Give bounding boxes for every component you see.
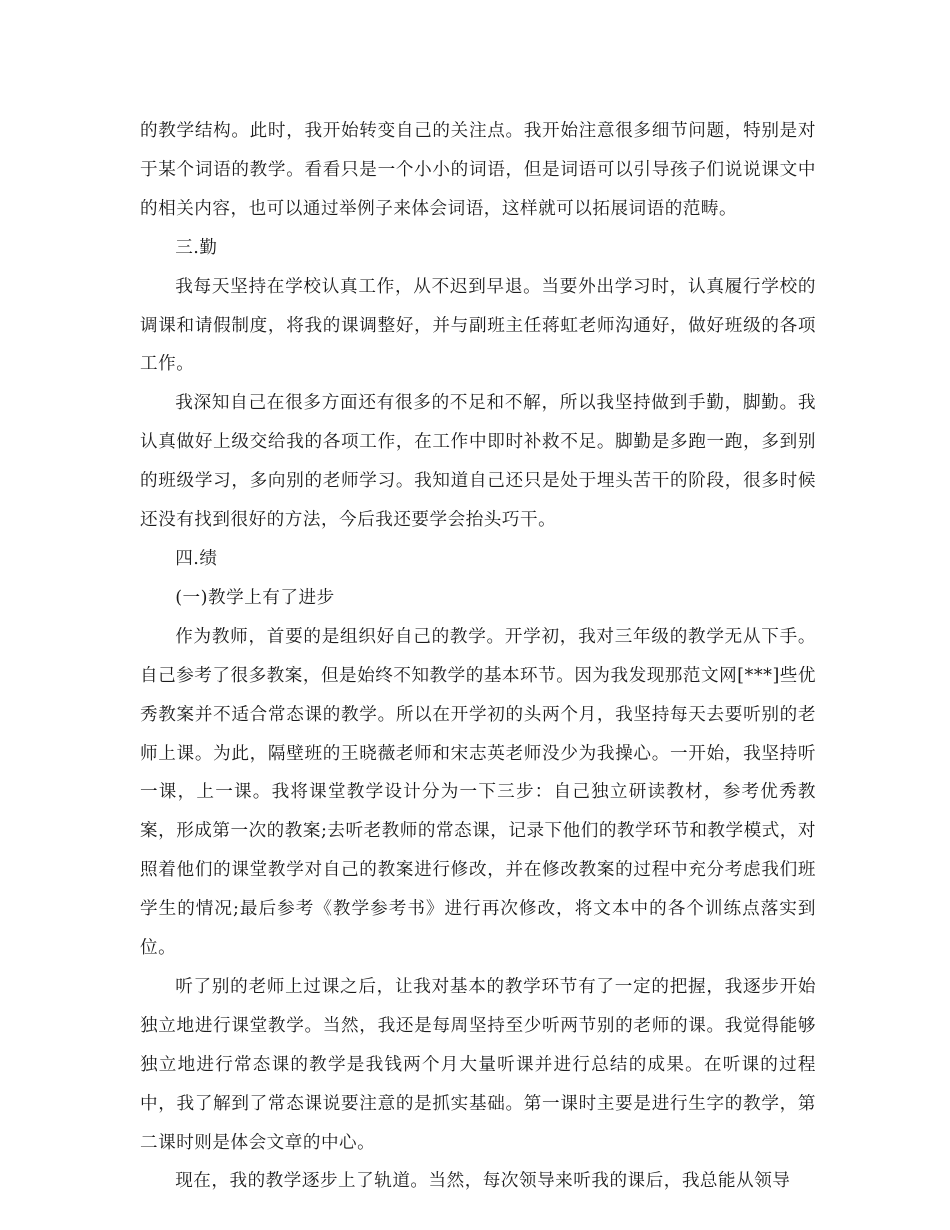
subsection-heading-teaching: (一)教学上有了进步 <box>175 587 335 608</box>
section-heading-ji: 四.绩 <box>175 548 218 569</box>
paragraph-teaching-3: 现在，我的教学逐步上了轨道。当然，每次领导来听我的课后，我总能从领导 <box>175 1171 791 1192</box>
paragraph-intro: 的教学结构。此时，我开始转变自己的关注点。我开始注意很多细节问题，特别是对于某个词语的教学。看看只是一个小小的词语，但是词语可以引导孩子们说说课文中的相关内容，也可以通过举例子来体会词语，这样就可以拓展词语的范畴。 <box>140 121 816 219</box>
document-body <box>140 112 816 1201</box>
paragraph-qin-2: 我深知自己在很多方面还有很多的不足和不解，所以我坚持做到手勤，脚勤。我认真做好上级交给我的各项工作，在工作中即时补救不足。脚勤是多跑一跑，多到别的班级学习，多向别的老师学习。我知道自己还只是处于埋头苦干的阶段，很多时候还没有找到很好的方法，今后我还要学会抬头巧干。 <box>140 393 816 531</box>
paragraph-qin-1: 我每天坚持在学校认真工作，从不迟到早退。当要外出学习时，认真履行学校的调课和请假制度，将我的课调整好，并与副班主任蒋虹老师沟通好，做好班级的各项工作。 <box>140 276 816 375</box>
section-heading-qin: 三.勤 <box>175 237 218 258</box>
paragraph-teaching-1: 作为教师，首要的是组织好自己的教学。开学初，我对三年级的教学无从下手。自己参考了很多教案，但是始终不知教学的基本环节。因为我发现那范文网[***]些优秀教案并不适合常态课的教学。所以在开学初的头两个月，我坚持每天去要听别的老师上课。为此，隔壁班的王晓薇老师和宋志英老师没少为我操心。一开始，我坚持听一课，上一课。我将课堂教学设计分为一下三步：自己独立研读教材，参考优秀教案，形成第一次的教案;去听老教师的常态课，记录下他们的教学环节和教学模式，对照着他们的课堂教学对自己的教案进行修改，并在修改教案的过程中充分考虑我们班学生的情况;最后参考《教学参考书》进行再次修改，将文本中的各个训练点落实到位。 <box>140 626 816 959</box>
paragraph-teaching-2: 听了别的老师上过课之后，让我对基本的教学环节有了一定的把握，我逐步开始独立地进行课堂教学。当然，我还是每周坚持至少听两节别的老师的课。我觉得能够独立地进行常态课的教学是我钱两个月大量听课并进行总结的成果。在听课的过程中，我了解到了常态课说要注意的是抓实基础。第一课时主要是进行生字的教学，第二课时则是体会文章的中心。 <box>140 976 816 1153</box>
